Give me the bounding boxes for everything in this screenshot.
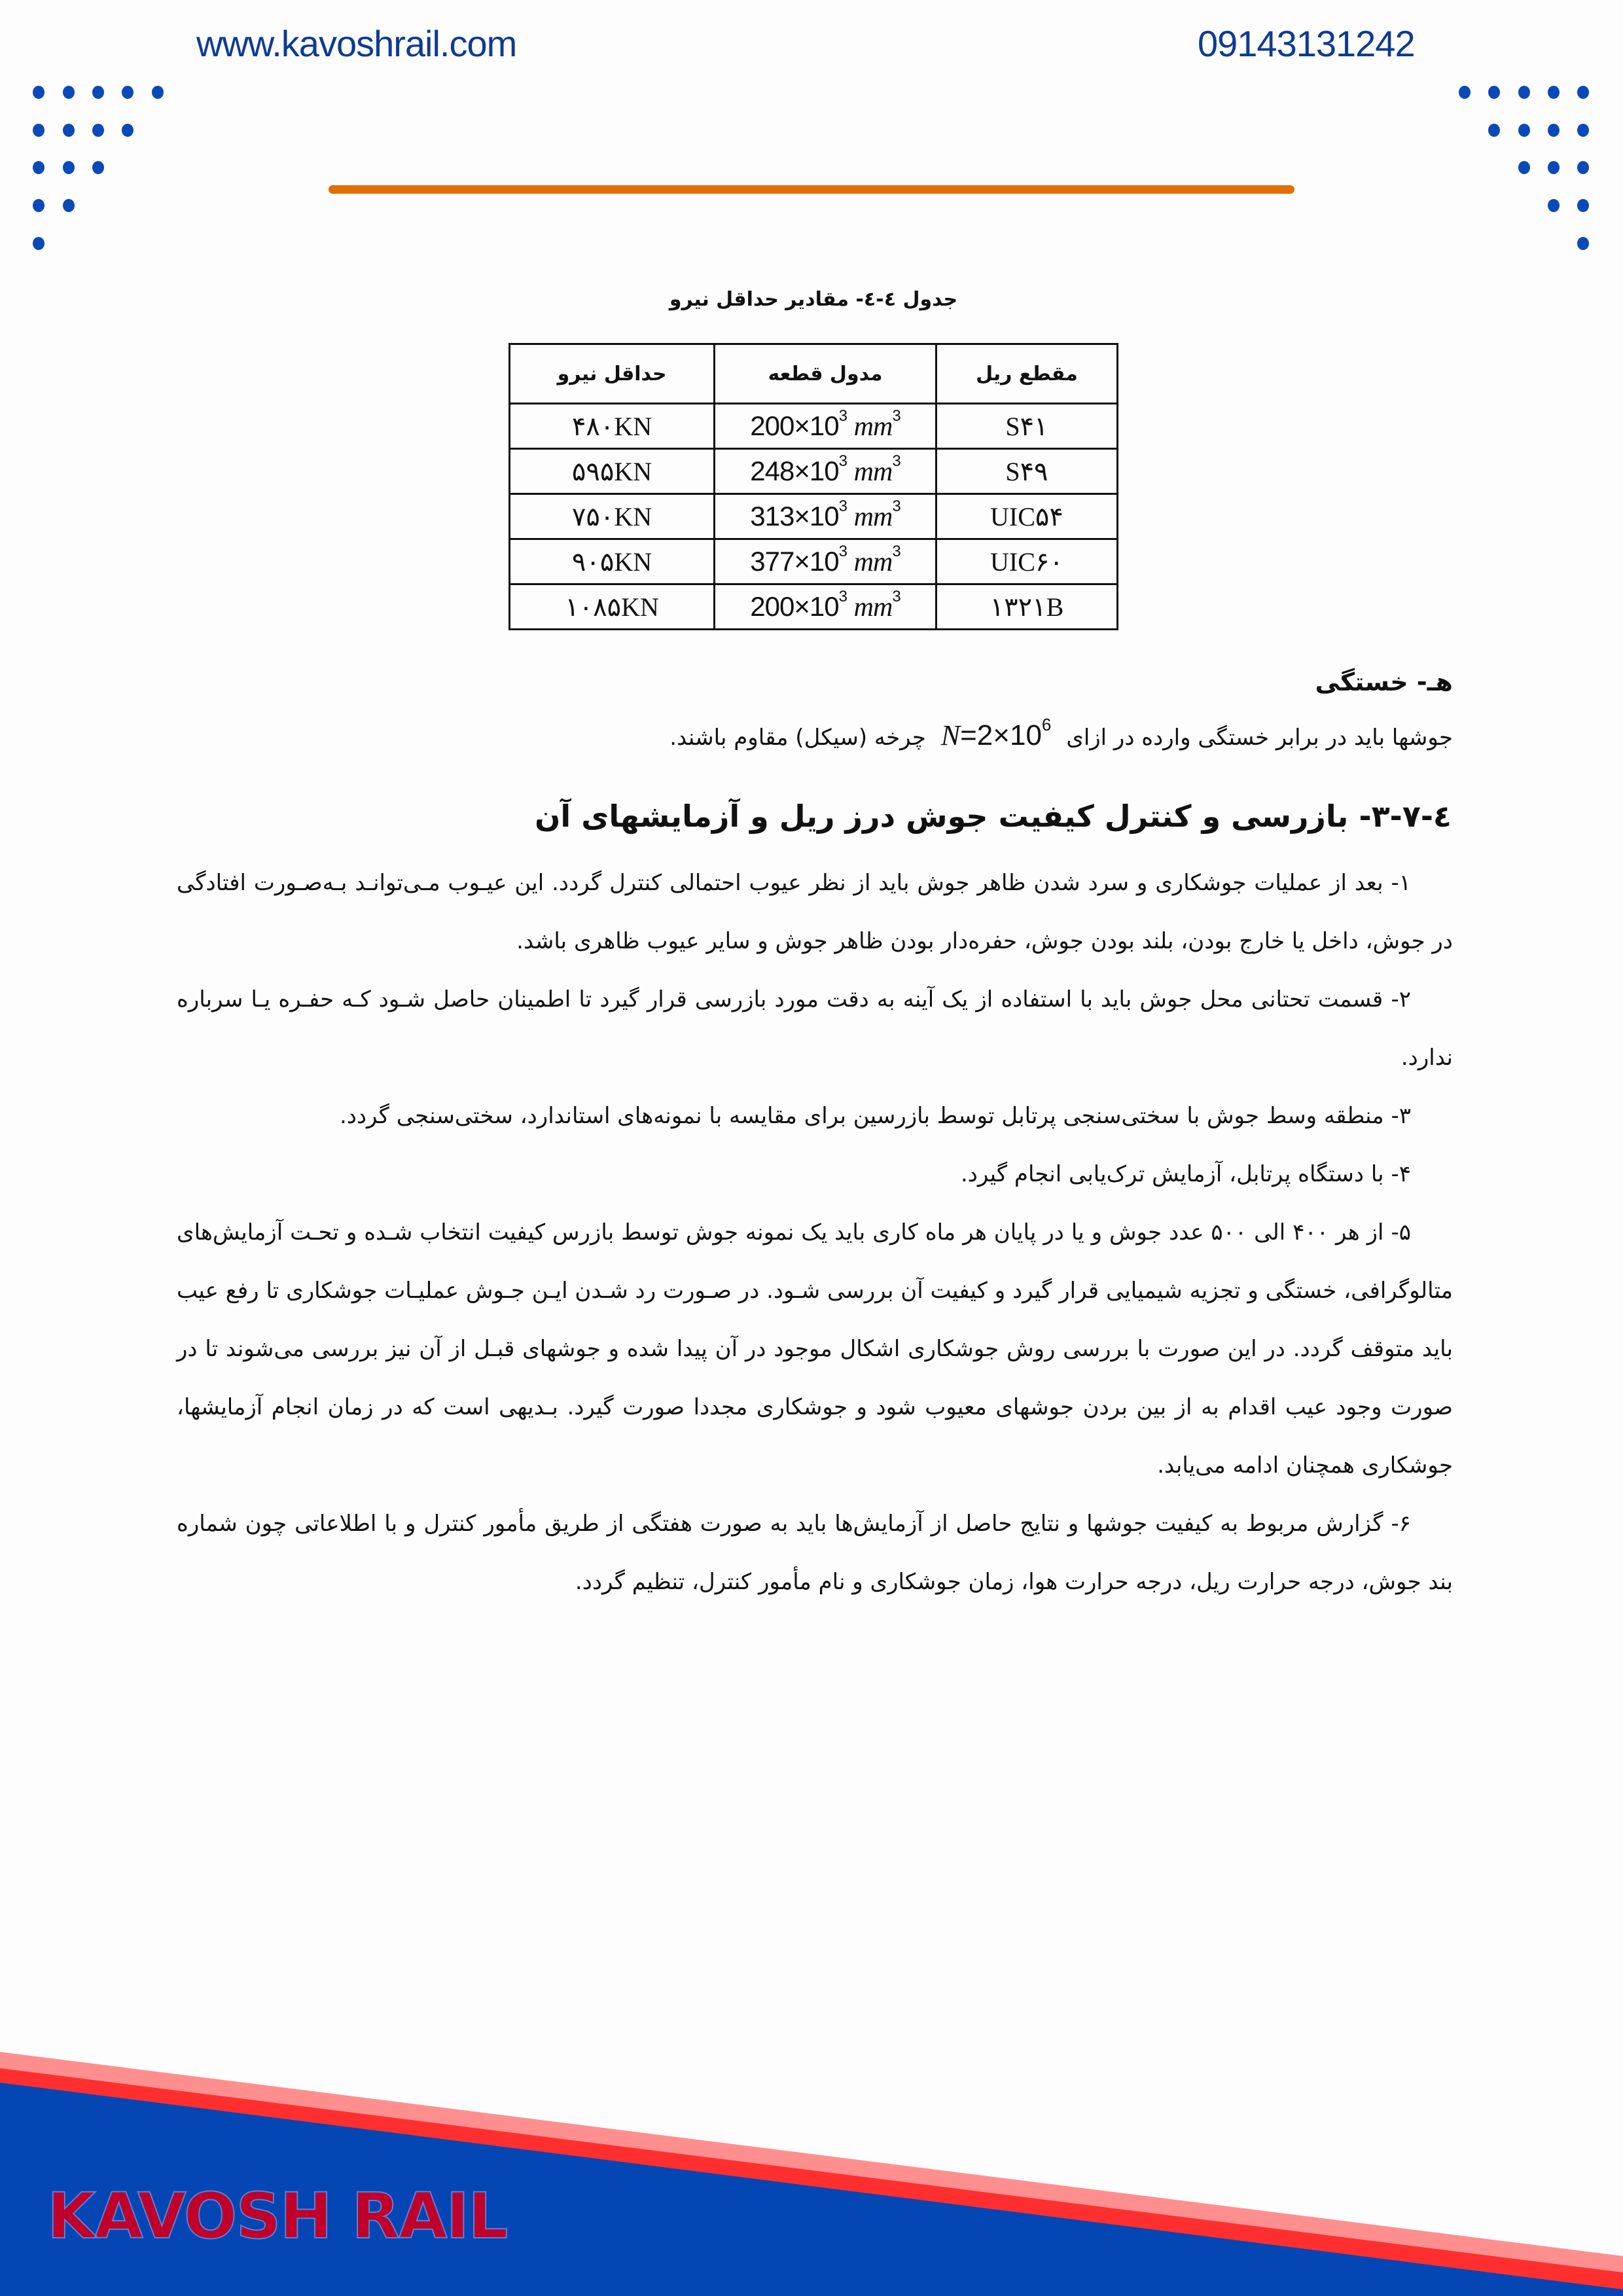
fatigue-text-before: جوشها باید در برابر خستگی وارده در ازای	[1066, 725, 1453, 751]
table-row	[510, 584, 1118, 630]
modulus-unit: mm	[853, 411, 893, 442]
cell-min-force	[510, 494, 715, 539]
modulus-coefficient: 377	[750, 545, 794, 577]
cell-rail-section	[936, 404, 1117, 449]
dot-icon	[1459, 86, 1471, 99]
cell-modulus	[715, 539, 936, 584]
brand-logo-text: KAVOSH RAIL	[47, 2179, 507, 2253]
dot-icon	[1488, 124, 1500, 137]
modulus-value	[750, 406, 901, 442]
dot-icon	[1548, 124, 1560, 137]
times-sign: ×	[794, 590, 810, 622]
table-header-row	[510, 344, 1118, 404]
list-item: ۶- گزارش مربوط به کیفیت جوشها و نتایج حاصل از آزمایش‌ها باید به صورت هفتگی از طریق مأمور کنترل و با اطلاعاتی چون شماره بند جوش، درجه حرارت ریل، درجه حرارت هوا، زمان جوشکاری و نام مأمور کنترل، تنظیم گردد.	[177, 1511, 1453, 1595]
equation-body: =2×10	[960, 719, 1042, 751]
dot-icon	[63, 124, 75, 137]
section-heading: ٤-٧-٣- بازرسی و کنترل کیفیت جوش درز ریل و آزمایشهای آن	[535, 798, 1452, 834]
dot-icon	[152, 86, 164, 99]
dot-icon	[122, 124, 134, 137]
dot-icon	[1488, 86, 1500, 99]
cell-min-force	[510, 449, 715, 494]
modulus-coefficient: 200	[750, 410, 794, 441]
modulus-coefficient: 313	[750, 500, 794, 531]
min-force-value: ۵۹۵KN	[571, 456, 652, 486]
times-sign: ×	[794, 455, 810, 486]
dot-icon	[1518, 124, 1530, 137]
phone-number[interactable]: 09143131242	[1198, 23, 1415, 64]
cell-min-force	[510, 404, 715, 449]
modulus-exponent: 3	[838, 587, 847, 605]
dot-icon	[63, 199, 75, 212]
cell-rail-section	[936, 539, 1117, 584]
dot-icon	[92, 161, 104, 174]
cell-modulus	[715, 449, 936, 494]
modulus-unit: mm	[853, 592, 893, 622]
list-item: ۲- قسمت تحتانی محل جوش باید با استفاده از یک آینه به دقت مورد بازرسی قرار گیرد تا اطمینان حاصل شـود کـه حفـره یـا سرباره ندارد.	[177, 986, 1453, 1071]
column-header-min-force: حداقل نیرو	[510, 344, 715, 404]
dot-icon	[92, 86, 104, 99]
min-force-value: ۹۰۵KN	[571, 547, 652, 577]
times-sign: ×	[794, 545, 810, 577]
equation-exponent: 6	[1041, 715, 1052, 734]
dot-icon	[1577, 237, 1589, 250]
modulus-unit-exponent: 3	[892, 406, 901, 425]
dot-icon	[1548, 199, 1560, 212]
modulus-coefficient: 248	[750, 455, 794, 486]
dot-icon	[33, 199, 45, 212]
ten-base: 10	[809, 500, 839, 531]
list-item: ۴- با دستگاه پرتابل، آزمایش ترک‌یابی انجام گیرد.	[960, 1161, 1411, 1187]
times-sign: ×	[794, 410, 810, 441]
times-sign: ×	[794, 500, 810, 531]
cell-rail-section	[936, 449, 1117, 494]
rail-section-value: ۱۳۲۱B	[990, 592, 1064, 622]
dot-icon	[1518, 161, 1530, 174]
ten-base: 10	[809, 410, 839, 441]
modulus-value	[750, 542, 901, 577]
table-row	[510, 449, 1118, 494]
min-force-value: ۷۵۰KN	[571, 501, 652, 531]
column-header-rail-section: مقطع ریل	[936, 344, 1117, 404]
cell-modulus	[715, 584, 936, 630]
cell-min-force	[510, 584, 715, 630]
dot-icon	[33, 237, 45, 250]
ten-base: 10	[809, 455, 839, 486]
fatigue-heading: هـ- خستگی	[1315, 668, 1453, 696]
cell-min-force	[510, 539, 715, 584]
ten-base: 10	[809, 590, 839, 622]
rail-section-value: S۴۹	[1005, 456, 1048, 486]
dot-icon	[33, 161, 45, 174]
cell-rail-section	[936, 494, 1117, 539]
fatigue-equation	[940, 715, 1052, 751]
dot-icon	[1548, 161, 1560, 174]
dot-icon	[63, 86, 75, 99]
list-item: ۱- بعد از عملیات جوشکاری و سرد شدن ظاهر جوش باید از نظر عیوب احتمالی کنترل گردد. این عیـوب مـی‌توانـد بـه‌صـورت افتادگی در جوش، داخل یا خارج بودن، بلند بودن جوش، حفره‌دار بودن ظاهر جوش و سایر عیوب ظاهری باشد.	[177, 870, 1453, 954]
rail-section-value: UIC۶۰	[990, 547, 1063, 577]
modulus-value	[750, 497, 901, 532]
table-row	[510, 539, 1118, 584]
table-row	[510, 494, 1118, 539]
dot-icon	[1548, 86, 1560, 99]
table-row	[510, 404, 1118, 449]
modulus-exponent: 3	[838, 497, 847, 515]
equation-variable: N	[940, 719, 961, 751]
modulus-unit-exponent: 3	[892, 452, 901, 470]
footer-band	[0, 2029, 1623, 2296]
modulus-unit-exponent: 3	[892, 542, 901, 560]
cell-rail-section	[936, 584, 1117, 630]
cell-modulus	[715, 494, 936, 539]
min-force-value: ۴۸۰KN	[571, 411, 652, 441]
modulus-unit-exponent: 3	[892, 587, 901, 605]
rail-section-value: UIC۵۴	[990, 501, 1063, 531]
modulus-unit: mm	[853, 456, 893, 487]
section-body	[177, 854, 1453, 1611]
dot-icon	[122, 86, 134, 99]
dot-icon	[1577, 124, 1589, 137]
modulus-coefficient: 200	[750, 590, 794, 622]
min-force-value: ۱۰۸۵KN	[565, 592, 659, 622]
dot-icon	[92, 124, 104, 137]
modulus-exponent: 3	[838, 406, 847, 425]
minimum-force-table	[508, 343, 1118, 630]
modulus-exponent: 3	[838, 452, 847, 470]
header-divider	[329, 185, 1294, 194]
modulus-unit-exponent: 3	[892, 497, 901, 515]
dot-icon	[1577, 199, 1589, 212]
dot-icon	[33, 124, 45, 137]
modulus-value	[750, 452, 901, 487]
column-header-modulus: مدول قطعه	[715, 344, 936, 404]
website-link[interactable]: www.kavoshrail.com	[196, 23, 517, 64]
table-caption: جدول ٤-٤- مقادیر حداقل نیرو	[669, 288, 958, 311]
dot-icon	[1577, 86, 1589, 99]
fatigue-text-after: چرخه (سیکل) مقاوم باشند.	[669, 725, 926, 751]
modulus-value	[750, 587, 901, 622]
list-item: ۵- از هر ۴۰۰ الی ۵۰۰ عدد جوش و یا در پایان هر ماه کاری باید یک نمونه جوش توسط بازرس کیفیت انتخاب شـده و تحـت آزمایش‌های متالوگرافی، خستگی و تجزیه شیمیایی قرار گیرد و کیفیت آن بررسی شـود. در صـورت رد شـدن ایـن جـوش عملیـات جوشکاری تا رفع عیب باید متوقف گردد. در این صورت با بررسی روش جوشکاری اشکال موجود در آن پیدا شده و جوشهای قبـل از آن نیز بررسی می‌شوند تا در صورت وجود عیب اقدام به از بین بردن جوشهای معیوب شود و جوشکاری مجددا صورت گیرد. بـدیهی است که در زمان انجام آزمایشها، جوشکاری همچنان ادامه می‌یابد.	[177, 1219, 1453, 1479]
dot-icon	[1577, 161, 1589, 174]
rail-section-value: S۴۱	[1005, 411, 1048, 441]
cell-modulus	[715, 404, 936, 449]
modulus-unit: mm	[853, 547, 893, 577]
list-item: ۳- منطقه وسط جوش با سختی‌سنجی پرتابل توسط بازرسین برای مقایسه با نمونه‌های استاندارد، سختی‌سنجی گردد.	[339, 1103, 1411, 1129]
modulus-exponent: 3	[838, 542, 847, 560]
ten-base: 10	[809, 545, 839, 577]
modulus-unit: mm	[853, 501, 893, 532]
fatigue-text	[669, 715, 1453, 752]
dot-icon	[1518, 86, 1530, 99]
dot-icon	[33, 86, 45, 99]
dot-icon	[63, 161, 75, 174]
